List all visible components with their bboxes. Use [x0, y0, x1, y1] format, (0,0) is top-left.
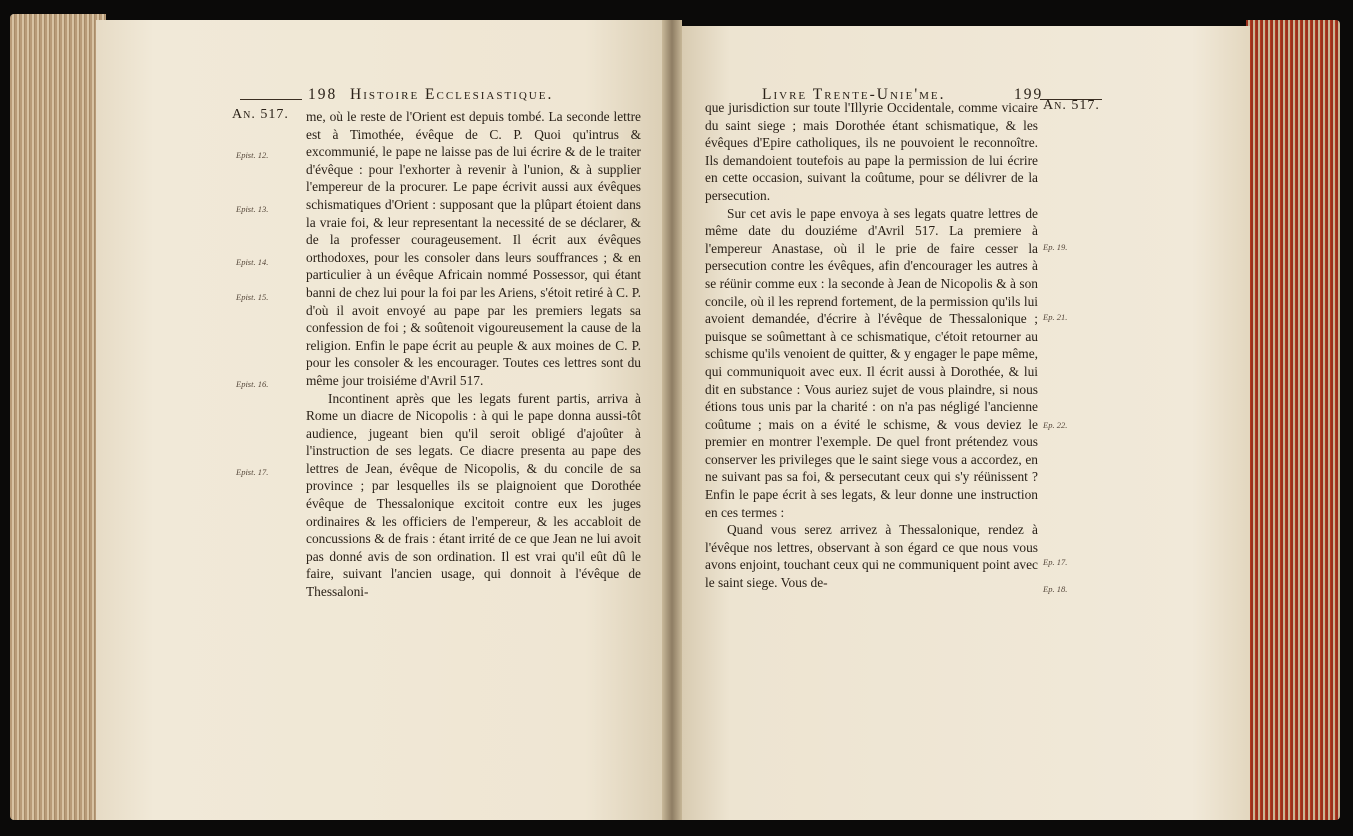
left-header-rule — [240, 99, 302, 100]
right-running-head: Livre Trente-Unie'me. — [762, 86, 946, 103]
paragraph: Quand vous serez arrivez à Thessalonique, rendez à l'évêque nos lettres, observant à son égard ce que nous vous avons enjoint, touchant ceux qui ne communiquent point avec le saint siege. Vous de- — [705, 522, 1038, 591]
left-margin-note: Epist. 14. — [236, 257, 269, 267]
left-page-text — [306, 108, 641, 601]
paragraph: que jurisdiction sur toute l'Illyrie Occidentale, comme vicaire du saint siege ; mais Dorothée étant schismatique, & les évêques d'Epire catholiques, ils ne pouvoient le reconnoître. Ils demandoient toutefois au pape la permission de lui écrire en cette occasion, suivant la coûtume, pour se délivrer de la persecution. — [705, 100, 1038, 203]
right-page-text — [705, 99, 1038, 592]
left-page-number: 198 — [308, 86, 338, 103]
paragraph: Sur cet avis le pape envoya à ses legats quatre lettres de même date du douziéme d'Avril 517. La premiere à l'empereur Anastase, où il le prie de faire cesser la persecution contre les évêques, afin d'encourager les autres à se réünir comme eux : la seconde à Jean de Nicopolis & à son concile, où il les reprend fortement, de la permission qu'ils lui avoient demandée, d'écrire à l'évêque de Thessalonique ; puisque se soûmettant à ce schismatique, c'étoit retourner au schisme qu'ils venoient de quitter, & y engager le pape même, qui communiquoit avec eux. Il écrit aussi à Dorothée, & lui dit en substance : Vous auriez sujet de vous plaindre, si nous étions tous unis par la charité : on n'a pas négligé l'ancienne coûtume ; mais on a évité le schisme, & vous deviez le premier en montrer l'exemple. De quel front prétendez vous conserver les privileges que le saint siege vous a accordez, en ne suivant pas sa foi, & persecutant ceux qui s'y réünissent ? Enfin le pape écrit à ses legats, & leur donne une instruction en ces termes : — [705, 205, 1038, 520]
right-margin-note: Ep. 19. — [1043, 242, 1068, 252]
right-margin-note: Ep. 22. — [1043, 420, 1068, 430]
right-year-label: An. 517. — [1043, 98, 1100, 113]
left-margin-note: Epist. 13. — [236, 204, 269, 214]
right-page-edges — [1246, 20, 1340, 820]
paragraph: me, où le reste de l'Orient est depuis tombé. La seconde lettre est à Timothée, évêque de C. P. Quoi qu'intrus & excommunié, le pape ne laisse pas de lui écrire & de le traiter d'évêque : pour l'exhorter à revenir à l'union, & à supplier l'empereur de la procurer. Le pape écrivit aussi aux évêques schismatiques d'Orient : supposant que la plûpart étoient dans la vraie foi, & leur representant la necessité de se déclarer, & de la professer courageusement. Il écrit aux évêques orthodoxes, pour les consoler dans leurs souffrances ; & en particulier à un évêque Africain nommé Possessor, qui étant banni de chez lui pour la foi par les Ariens, s'étoit retiré à C. P. d'où il avoit envoyé au pape par les premiers legats sa confession de foi ; & soûtenoit vigoureusement la cause de la religion. Enfin le pape écrit au peuple & aux moines de C. P. pour les consoler & les encourager. Toutes ces lettres sont du même jour troisiéme d'Avril 517. — [306, 109, 641, 388]
left-margin-note: Epist. 17. — [236, 467, 269, 477]
left-year-label: An. 517. — [232, 107, 289, 122]
right-page-number: 199 — [1014, 86, 1044, 103]
left-page-edges — [10, 14, 106, 820]
right-margin-note: Ep. 21. — [1043, 312, 1068, 322]
book-gutter — [662, 20, 682, 820]
paragraph: Incontinent après que les legats furent partis, arriva à Rome un diacre de Nicopolis : à qui le pape donna aussi-tôt audience, jugeant bien qu'il seroit obligé d'ajoûter à l'instruction de ses legats. Ce diacre presenta au pape des lettres de Jean, évêque de Nicopolis, & du concile de sa province ; par lesquelles ils se plaignoient que Dorothée évêque de Thessalonique excitoit contre eux les juges ordinaires & les officiers de l'empereur, & les accabloit de concussions & de frais : étant irrité de ce que Jean ne lui avoit pas donné avis de son ordination. Il est vrai qu'il eût dû le faire, suivant l'ancien usage, qui donnoit à l'évêque de Thessaloni- — [306, 390, 641, 600]
right-margin-note: Ep. 17. — [1043, 557, 1068, 567]
left-running-head: Histoire Ecclesiastique. — [350, 86, 554, 103]
left-margin-note: Epist. 15. — [236, 292, 269, 302]
right-margin-note: Ep. 18. — [1043, 584, 1068, 594]
left-margin-note: Epist. 12. — [236, 150, 269, 160]
left-margin-note: Epist. 16. — [236, 379, 269, 389]
